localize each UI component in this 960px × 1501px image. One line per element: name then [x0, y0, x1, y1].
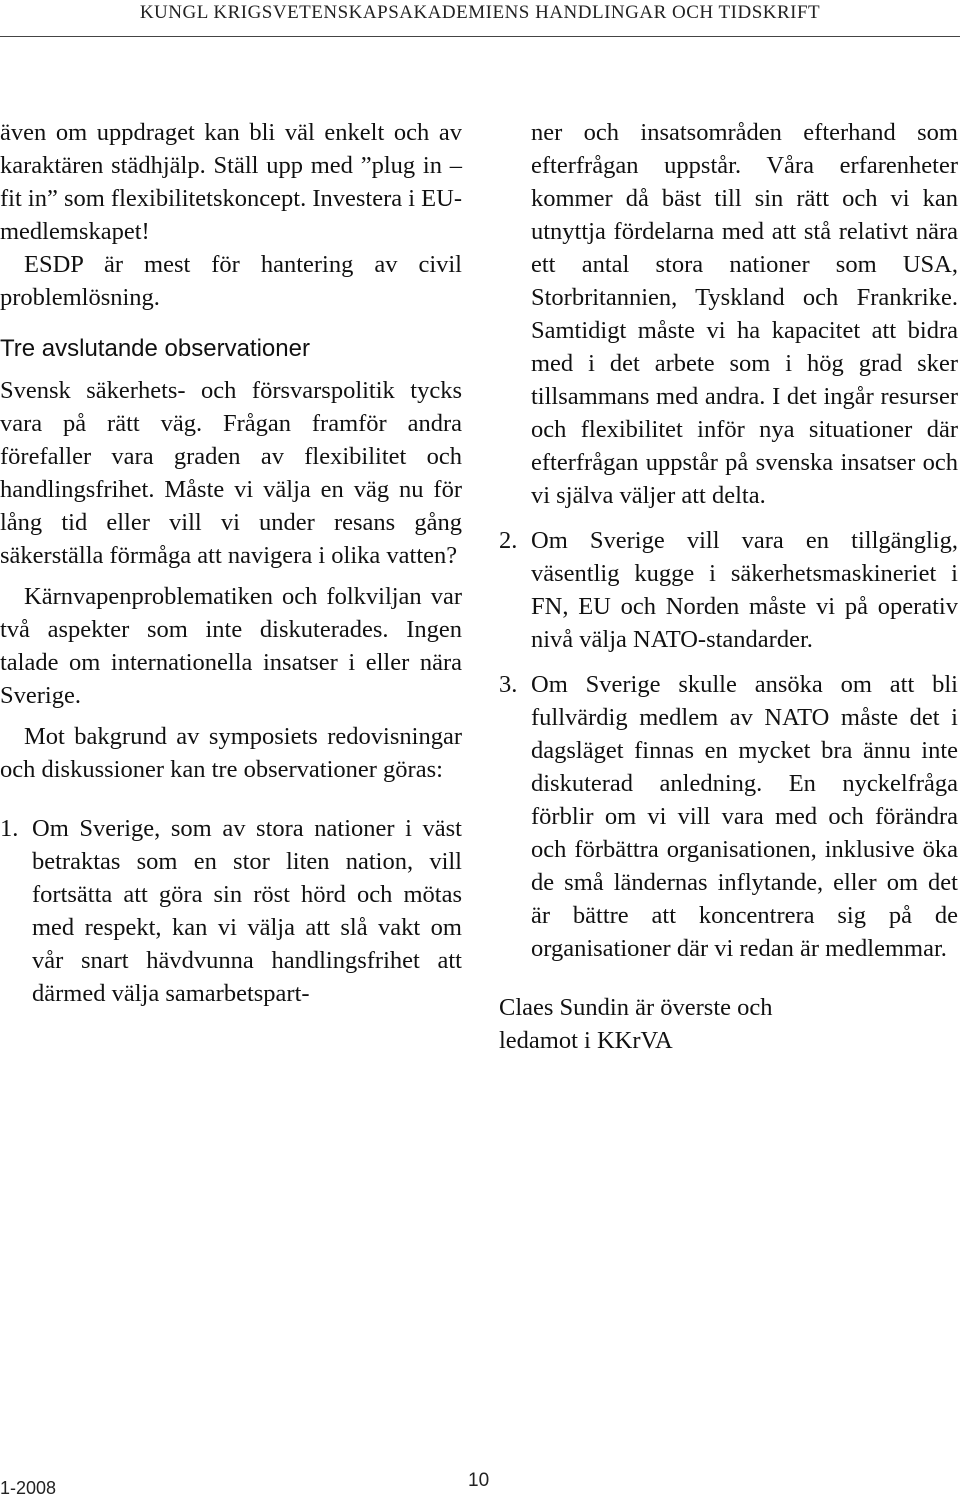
journal-header	[0, 0, 960, 37]
issue-number: 1-2008	[0, 1478, 57, 1498]
list-item-text: Om Sverige, som av stora nationer i väst betraktas som en stor liten nation, vill fortsätta att göra sin röst hörd och mötas med respekt, kan vi välja att slå vakt om vår snart hävdvunna handlingsfrihet att därmed välja samarbetspart-	[32, 815, 462, 1007]
body-paragraph-2: Kärnvapenproblematiken och folkviljan var två aspekter som inte diskuterades. Ingen talade om internationella insatser i eller nära Sverige.	[0, 583, 462, 709]
list-item-number: 1.	[0, 815, 19, 842]
list-item-text: ner och insatsområden efterhand som efterfrågan uppstår. Våra erfarenheter kommer då bäst till sin rätt och vi kan utnyttja fördelarna med att stå relativt nära ett antal stora nationer som USA, Storbritannien, Tyskland och Frankrike. Samtidigt måste vi ha kapacitet att bidra med i det arbete som i hög grad sker tillsammans med andra. I det ingår resurser och flexibilitet inför nya situationer där efterfrågan uppstår på svenska insatser och vi själva väljer att delta.	[531, 119, 958, 509]
list-item-number: 3.	[499, 671, 518, 698]
section-heading: Tre avslutande observationer	[0, 335, 310, 362]
observation-list-left	[0, 812, 462, 1010]
intro-paragraph: även om uppdraget kan bli väl enkelt och av karaktären städhjälp. Ställ upp med ”plug in – fit in” som flexibilitetskoncept. Investera i EU-medlemskapet!	[0, 119, 462, 245]
list-item-continuation	[499, 116, 958, 512]
page-number: 10	[468, 1470, 490, 1491]
signature-line-1: Claes Sundin är överste och	[499, 994, 773, 1021]
author-signature	[499, 991, 958, 1057]
list-item-text: Om Sverige skulle ansöka om att bli fullvärdig medlem av NATO måste det i dagsläget finnas en mycket bra ännu inte diskuterad anledning. En nyckelfråga förblir om vi vill vara med och förändra och förbättra organisationen, inklusive öka de små ländernas inflytande, eller om det är bättre att koncentrera sig på de organisationer där vi redan är medlemmar.	[531, 671, 958, 962]
body-paragraph-3: Mot bakgrund av symposiets redovisningar och diskussioner kan tre observationer göras:	[0, 723, 462, 783]
left-column	[0, 116, 462, 1010]
esdp-paragraph: ESDP är mest för hantering av civil problemlösning.	[0, 251, 462, 311]
list-item	[0, 812, 462, 1010]
list-item	[499, 524, 958, 656]
body-paragraph-1: Svensk säkerhets- och försvarspolitik tycks vara på rätt väg. Frågan framför andra förefaller vara graden av flexibilitet och handlingsfrihet. Måste vi välja en väg nu för lång tid eller vill vi under resans gång säkerställa förmåga att navigera i olika vatten?	[0, 377, 462, 569]
list-item-number: 2.	[499, 527, 518, 554]
signature-line-2: ledamot i KKrVA	[499, 1027, 673, 1054]
observation-list-continued	[499, 116, 958, 965]
journal-title: KUNGL KRIGSVETENSKAPSAKADEMIENS HANDLINGAR OCH TIDSKRIFT	[139, 2, 821, 23]
list-item-text: Om Sverige vill vara en tillgänglig, väsentlig kugge i säkerhetsmaskineriet i FN, EU och Norden måste vi på operativ nivå välja NATO-standarder.	[531, 527, 958, 653]
list-item	[499, 668, 958, 965]
right-column	[499, 116, 958, 1057]
